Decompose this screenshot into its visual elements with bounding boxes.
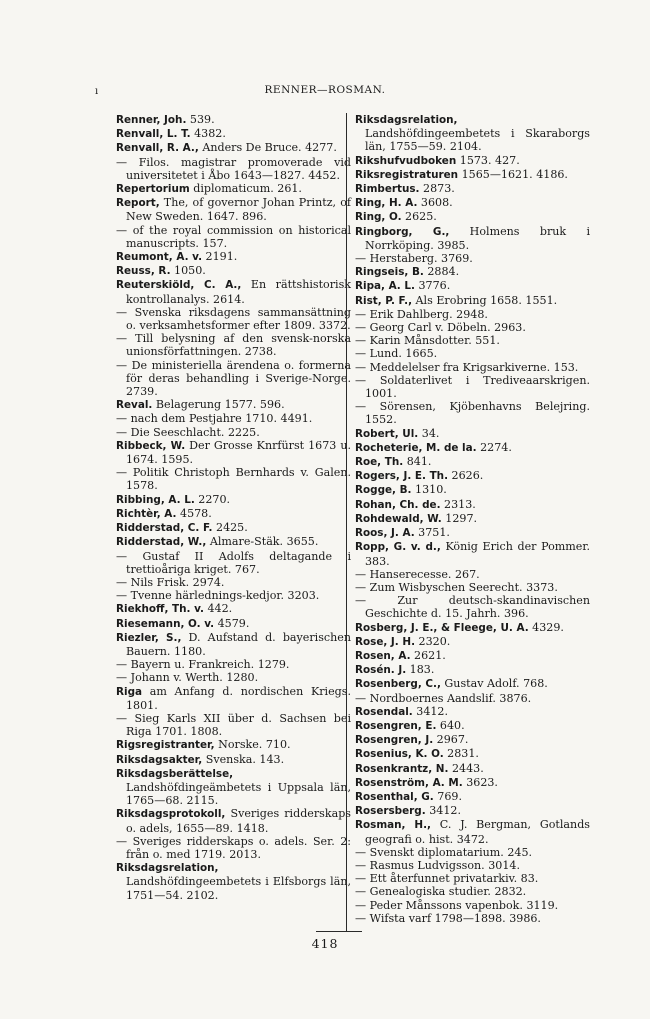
entry-heading: Rogge, B. — [355, 484, 412, 497]
entry-heading: Rikshufvudboken — [355, 154, 457, 167]
entry-heading: Rimbertus. — [355, 183, 420, 196]
entry-text: — Sörensen, Kjöbenhavns Belejring. 1552. — [355, 400, 590, 427]
entry-heading: Rosengren, E. — [355, 719, 437, 732]
index-entry — [355, 361, 590, 374]
index-entry — [116, 127, 351, 141]
entry-heading: Rigsregistranter, — [116, 739, 215, 752]
entry-text: — De ministeriella ärendena o. formerna för deras behandling i Sverige-Norge. 2739. — [116, 358, 351, 399]
entry-heading: Riezler, S., — [116, 631, 182, 644]
entry-text: 3412. — [425, 804, 461, 818]
entry-text: Anders De Bruce. 4277. — [198, 141, 337, 155]
entry-heading: Renner, Joh. — [116, 114, 187, 126]
entry-text: — Svenska riksdagens sammansättning o. verksamhetsformer efter 1809. 3372. — [116, 305, 351, 333]
index-entry — [355, 113, 590, 154]
index-entry — [355, 526, 590, 540]
index-entry — [355, 455, 590, 469]
entry-heading: Riesemann, O. v. — [116, 617, 215, 630]
index-entry — [355, 427, 590, 441]
index-entry — [116, 589, 351, 602]
index-entry — [116, 576, 351, 589]
running-header: RENNER—ROSMAN. — [264, 84, 386, 96]
entry-text: — Die Seeschlacht. 2225. — [116, 425, 260, 439]
index-entry — [116, 250, 351, 264]
entry-text: 4579. — [214, 616, 250, 630]
entry-text: 3412. — [412, 704, 449, 718]
entry-text: Holmens bruk i Norrköping. 3985. — [365, 224, 590, 252]
index-entry — [355, 294, 590, 308]
margin-mark: ı — [95, 86, 99, 97]
entry-heading: Richtèr, A. — [116, 507, 177, 520]
index-entry — [116, 535, 351, 549]
entry-heading: Ring, O. — [355, 211, 402, 224]
entry-heading: Rosenberg, C., — [355, 678, 441, 691]
entry-heading: Rosenström, A. M. — [355, 776, 463, 789]
index-entry — [355, 182, 590, 196]
index-entry — [116, 264, 351, 278]
entry-text: — Rasmus Ludvigsson. 3014. — [355, 858, 520, 872]
entry-text: 2274. — [476, 440, 512, 454]
entry-text: 2873. — [419, 182, 455, 196]
entry-text: — Sveriges ridderskaps o. adels. Ser. 2: från o. med 1719. 2013. — [116, 834, 351, 861]
entry-text: — Nordboernes Aandslif. 3876. — [355, 691, 532, 705]
entry-text: — Bayern u. Frankreich. 1279. — [116, 658, 290, 672]
right-column — [355, 113, 590, 925]
index-entry — [355, 540, 590, 567]
entry-text: — Meddelelser fra Krigsarkiverne. 153. — [355, 360, 579, 374]
entry-heading: Rosendal. — [355, 705, 413, 718]
entry-heading: Rosberg, J. E., & Fleege, U. A. — [355, 621, 529, 634]
index-entry — [355, 885, 590, 898]
entry-text: — Hanserecesse. 267. — [355, 567, 480, 581]
entry-text: Landshöfdingeämbetets i Uppsala län, 1765—68. 2115. — [126, 780, 351, 808]
entry-heading: Riksregistraturen — [355, 168, 459, 181]
index-entry — [116, 493, 351, 507]
index-entry — [355, 776, 590, 790]
entry-text: 442. — [203, 602, 233, 616]
entry-text: — Karin Månsdotter. 551. — [355, 334, 500, 348]
index-entry — [116, 658, 351, 671]
entry-text: 769. — [433, 789, 462, 803]
entry-text: 1050. — [170, 264, 206, 278]
entry-text: Landshöfdingeembetets i Elfsborgs län, 1751—54. 2102. — [126, 875, 351, 902]
index-entry — [355, 677, 590, 691]
entry-text: The, of governor Johan Printz, of New Sweden. 1647. 896. — [126, 196, 351, 224]
entry-heading: Repertorium — [116, 183, 190, 196]
index-entry — [355, 168, 590, 182]
entry-text: 3776. — [414, 279, 451, 293]
entry-heading: Ripa, A. L. — [355, 280, 415, 293]
entry-text: 1573. 427. — [456, 153, 520, 167]
index-entry — [355, 804, 590, 818]
index-entry — [116, 767, 351, 808]
index-entry — [355, 581, 590, 594]
index-entry — [116, 306, 351, 332]
index-entry — [116, 196, 351, 223]
index-entry — [116, 507, 351, 521]
entry-text: 1297. — [441, 511, 478, 525]
entry-text: D. Aufstand d. bayerischen Bauern. 1180. — [126, 630, 351, 658]
entry-heading: Ropp, G. v. d., — [355, 541, 441, 554]
index-entry — [355, 762, 590, 776]
entry-text: — Peder Månssons vapenbok. 3119. — [355, 898, 559, 912]
entry-heading: Rogers, J. E. Th. — [355, 470, 449, 483]
index-entry — [116, 156, 351, 182]
entry-heading: Ringseis, B. — [355, 266, 424, 279]
entry-heading: Ribbeck, W. — [116, 439, 186, 452]
entry-text: — Ett återfunnet privatarkiv. 83. — [355, 872, 539, 886]
index-entry — [116, 807, 351, 834]
entry-text: 3623. — [462, 775, 498, 789]
entry-text: 3608. — [417, 196, 453, 210]
entry-text: — Erik Dahlberg. 2948. — [355, 307, 488, 321]
index-entry — [355, 347, 590, 360]
entry-heading: Rosersberg. — [355, 805, 426, 818]
entry-heading: Robert, Ul. — [355, 427, 419, 440]
entry-heading: Riksdagsrelation, — [355, 114, 458, 126]
entry-text: 2621. — [410, 648, 446, 662]
entry-text: Norske. 710. — [214, 738, 291, 752]
entry-text: diplomaticum. 261. — [189, 182, 302, 196]
index-entry — [116, 550, 351, 576]
index-entry — [355, 196, 590, 210]
entry-text: am Anfang d. nordischen Kriegs. 1801. — [126, 684, 351, 712]
entry-text: Als Erobring 1658. 1551. — [412, 293, 558, 307]
entry-text: 3751. — [414, 526, 450, 540]
entry-heading: Rosengren, J. — [355, 734, 434, 747]
index-entry — [116, 141, 351, 155]
entry-text: Svenska. 143. — [202, 752, 285, 766]
entry-heading: Riksdagsprotokoll, — [116, 808, 226, 821]
entry-text: 2626. — [448, 469, 484, 483]
index-entry — [116, 753, 351, 767]
entry-text: 1310. — [411, 483, 447, 497]
entry-text: 2625. — [401, 210, 437, 224]
entry-text: 183. — [406, 663, 435, 677]
index-entry — [355, 594, 590, 620]
index-entry — [355, 308, 590, 321]
entry-text: 2443. — [448, 761, 484, 775]
footer-rule — [316, 931, 362, 932]
entry-text: König Erich der Pommer. 383. — [365, 540, 590, 568]
index-entry — [355, 649, 590, 663]
index-entry — [355, 334, 590, 347]
index-entry — [355, 568, 590, 581]
index-entry — [355, 400, 590, 426]
entry-text: — Zum Wisbyschen Seerecht. 3373. — [355, 580, 558, 594]
entry-heading: Rohdewald, W. — [355, 512, 442, 525]
index-entry — [355, 225, 590, 252]
entry-heading: Roos, J. A. — [355, 527, 415, 540]
entry-heading: Ribbing, A. L. — [116, 493, 195, 506]
index-entry — [355, 635, 590, 649]
entry-heading: Riekhoff, Th. v. — [116, 603, 204, 616]
entry-text: — Till belysning af den svensk-norska unionsförfattningen. 2738. — [116, 332, 351, 359]
entry-heading: Rocheterie, M. de la. — [355, 441, 477, 454]
entry-text: Belagerung 1577. 596. — [152, 398, 285, 412]
index-entry — [355, 747, 590, 761]
entry-heading: Ring, H. A. — [355, 197, 418, 210]
index-entry — [355, 210, 590, 224]
entry-text: 4382. — [190, 127, 226, 141]
entry-text: Der Grosse Knrfürst 1673 u. 1674. 1595. — [126, 438, 351, 467]
index-entry — [116, 738, 351, 752]
entry-heading: Ridderstad, C. F. — [116, 522, 213, 535]
entry-text: — Herstaberg. 3769. — [355, 252, 473, 266]
entry-heading: Riksdagsberättelse, — [116, 767, 234, 780]
index-entry — [355, 912, 590, 925]
index-entry — [355, 321, 590, 334]
entry-text: — Johann v. Werth. 1280. — [116, 671, 259, 685]
entry-text: — Tvenne härlednings-kedjor. 3203. — [116, 589, 320, 603]
index-entry — [116, 685, 351, 712]
entry-text: 2967. — [433, 733, 469, 747]
index-entry — [116, 671, 351, 684]
entry-heading: Ringborg, G., — [355, 225, 450, 238]
entry-text: 2831. — [443, 747, 479, 761]
index-entry — [355, 483, 590, 497]
entry-heading: Rosenkrantz, N. — [355, 762, 449, 775]
entry-text: — Georg Carl v. Döbeln. 2963. — [355, 321, 526, 335]
index-entry — [355, 279, 590, 293]
entry-text: — of the royal commission on historical manuscripts. 157. — [116, 223, 351, 250]
entry-text: 34. — [418, 426, 440, 440]
index-entry — [116, 861, 351, 902]
entry-text: — Politik Christoph Bernhards v. Galen. 1578. — [116, 466, 351, 493]
index-entry — [355, 705, 590, 719]
entry-text: — Genealogiska studier. 2832. — [355, 885, 527, 899]
index-entry — [116, 712, 351, 738]
entry-heading: Rosenthal, G. — [355, 790, 434, 803]
entry-text: — Soldaterlivet i Trediveaarskrigen. 1001. — [355, 373, 590, 401]
entry-text: 1565—1621. 4186. — [458, 167, 568, 181]
index-entry — [355, 469, 590, 483]
entry-text: — Zur deutsch-skandinavischen Geschichte d. 15. Jahrh. 396. — [355, 594, 590, 621]
index-entry — [116, 835, 351, 861]
entry-text: Almare-Stäk. 3655. — [206, 535, 319, 549]
index-entry — [116, 617, 351, 631]
entry-heading: Renvall, L. T. — [116, 128, 191, 141]
index-entry — [116, 182, 351, 196]
entry-text: 2313. — [440, 497, 476, 511]
entry-text: En rättshistorisk kontrollanalys. 2614. — [126, 278, 351, 306]
index-entry — [355, 872, 590, 885]
entry-heading: Rist, P. F., — [355, 294, 413, 307]
entry-text: 4329. — [528, 620, 564, 634]
entry-heading: Reumont, A. v. — [116, 251, 203, 264]
entry-text: 2425. — [212, 521, 248, 535]
index-entry — [355, 621, 590, 635]
entry-text: Gustav Adolf. 768. — [440, 677, 548, 691]
index-entry — [116, 113, 351, 127]
index-entry — [355, 374, 590, 400]
index-entry — [116, 359, 351, 399]
entry-text: 539. — [186, 113, 215, 126]
index-entry — [355, 154, 590, 168]
entry-heading: Roe, Th. — [355, 456, 404, 469]
entry-text: 2884. — [423, 265, 460, 279]
entry-text: — Svenskt diplomatarium. 245. — [355, 845, 533, 859]
entry-text: — Lund. 1665. — [355, 347, 438, 361]
entry-text: 841. — [403, 455, 432, 469]
entry-heading: Rose, J. H. — [355, 635, 416, 648]
index-entry — [116, 278, 351, 305]
index-entry — [355, 733, 590, 747]
entry-heading: Riksdagsakter, — [116, 753, 203, 766]
entry-heading: Reuss, R. — [116, 265, 171, 278]
index-entry — [355, 512, 590, 526]
column-divider — [346, 113, 347, 931]
entry-heading: Reval. — [116, 399, 153, 412]
index-entry — [116, 426, 351, 439]
entry-text: C. J. Bergman, Gotlands geografi o. hist. 3472. — [365, 818, 590, 846]
index-entry — [355, 859, 590, 872]
index-entry — [116, 332, 351, 358]
index-entry — [355, 818, 590, 845]
entry-text: 640. — [436, 718, 465, 732]
entry-heading: Rosenius, K. O. — [355, 748, 444, 761]
entry-text: — Gustaf II Adolfs deltagande i trettioåriga kriget. 767. — [116, 549, 351, 576]
index-entry — [355, 899, 590, 912]
index-entry — [116, 521, 351, 535]
index-entry — [355, 265, 590, 279]
entry-text: — Wifsta varf 1798—1898. 3986. — [355, 911, 541, 925]
entry-heading: Ridderstad, W., — [116, 536, 207, 549]
index-entry — [355, 252, 590, 265]
entry-text: — nach dem Pestjahre 1710. 4491. — [116, 412, 313, 426]
index-entry — [116, 224, 351, 250]
index-entry — [355, 441, 590, 455]
index-entry — [355, 663, 590, 677]
entry-heading: Reuterskiöld, C. A., — [116, 279, 242, 292]
entry-heading: Rohan, Ch. de. — [355, 498, 441, 511]
entry-text: — Sieg Karls XII über d. Sachsen bei Riga 1701. 1808. — [116, 711, 351, 739]
entry-heading: Riksdagsrelation, — [116, 862, 219, 875]
entry-heading: Renvall, R. A., — [116, 142, 199, 155]
entry-heading: Report, — [116, 197, 160, 210]
index-entry — [355, 719, 590, 733]
entry-heading: Rosén. J. — [355, 664, 407, 677]
entry-text: 2270. — [194, 492, 231, 506]
entry-heading: Rosman, H., — [355, 819, 431, 832]
index-entry — [355, 498, 590, 512]
left-column — [116, 113, 351, 902]
index-entry — [116, 602, 351, 616]
entry-text: 2320. — [415, 634, 451, 648]
index-entry — [116, 439, 351, 466]
index-entry — [116, 631, 351, 658]
entry-text: 4578. — [176, 506, 212, 520]
index-entry — [116, 412, 351, 425]
entry-text: 2191. — [202, 250, 238, 264]
page-number: 418 — [311, 936, 339, 951]
index-entry — [355, 790, 590, 804]
index-entry — [116, 466, 351, 492]
index-entry — [355, 692, 590, 705]
entry-text: — Filos. magistrar promoverade vid universitetet i Åbo 1643—1827. 4452. — [116, 155, 351, 182]
entry-heading: Rosen, A. — [355, 649, 411, 662]
entry-text: Sveriges ridderskaps o. adels, 1655—89. 1418. — [126, 807, 351, 835]
entry-heading: Riga — [116, 685, 143, 698]
entry-text: — Nils Frisk. 2974. — [116, 575, 225, 589]
entry-text: Landshöfdingeembetets i Skaraborgs län, 1755—59. 2104. — [365, 127, 590, 154]
index-entry — [355, 846, 590, 859]
index-entry — [116, 398, 351, 412]
